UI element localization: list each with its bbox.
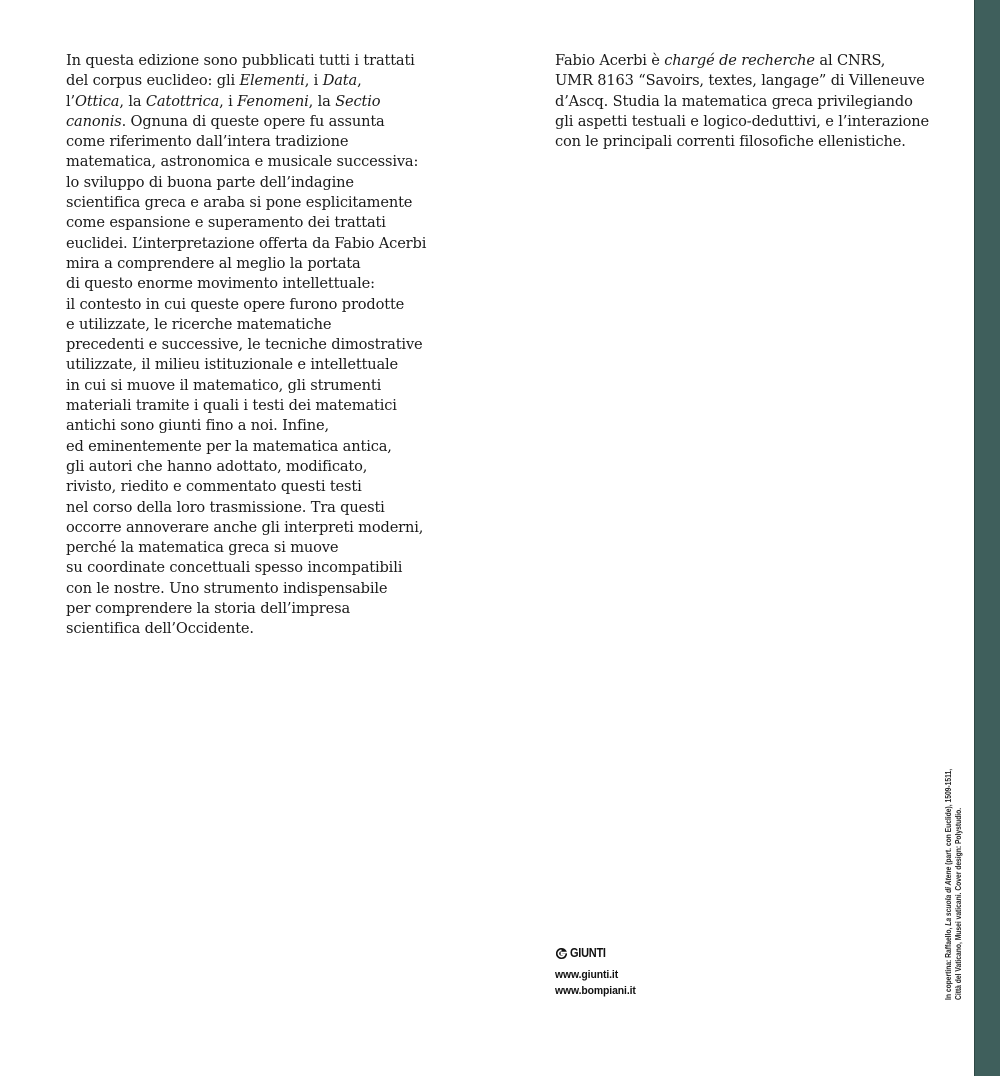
blurb-line: [66, 234, 446, 254]
blurb-line: [66, 619, 446, 639]
text-run: del corpus euclideo: gli: [66, 72, 240, 90]
blurb-line: [66, 92, 446, 112]
text-run: gli aspetti testuali e logico-deduttivi, e l’interazione: [555, 112, 929, 130]
italic-title: canonis: [66, 112, 122, 130]
text-run: occorre annoverare anche gli interpreti moderni,: [66, 518, 424, 536]
blurb-line: [66, 477, 446, 497]
bio-line: [555, 71, 955, 91]
blurb-line: [66, 335, 446, 355]
text-run: lo sviluppo di buona parte dell’indagine: [66, 173, 354, 191]
text-run: , la: [308, 92, 336, 110]
book-spine: [975, 0, 1000, 1076]
blurb-line: [66, 376, 446, 396]
italic-title: Data: [322, 72, 358, 90]
text-run: gli autori che hanno adottato, modificato,: [66, 457, 368, 475]
text-run: perché la matematica greca si muove: [66, 539, 339, 557]
blurb-line: [66, 71, 446, 91]
text-run: antichi sono giunti fino a noi. Infine,: [66, 417, 330, 435]
blurb-line: [66, 599, 446, 619]
blurb-line: [66, 457, 446, 477]
blurb-line: [66, 355, 446, 375]
text-run: con le principali correnti filosofiche ellenistiche.: [555, 133, 906, 151]
blurb-line: [66, 193, 446, 213]
text-run: rivisto, riedito e commentato questi testi: [66, 478, 362, 496]
text-run: come riferimento dall’intera tradizione: [66, 133, 349, 151]
bio-line: [555, 92, 955, 112]
text-run: In questa edizione sono pubblicati tutti i trattati: [66, 52, 415, 69]
text-run: in cui si muove il matematico, gli strumenti: [66, 376, 382, 394]
blurb-line: [66, 213, 446, 233]
text-run: con le nostre. Uno strumento indispensabile: [66, 579, 388, 597]
text-run: precedenti e successive, le tecniche dimostrative: [66, 336, 423, 354]
blurb-line: [66, 51, 446, 71]
text-run: come espansione e superamento dei trattati: [66, 214, 386, 232]
blurb-line: [66, 112, 446, 132]
blurb-line: [66, 274, 446, 294]
text-run: su coordinate concettuali spesso incompatibili: [66, 559, 403, 577]
text-run: Fabio Acerbi è: [555, 52, 665, 69]
italic-title: Ottica: [75, 92, 120, 110]
italic-title: Sectio: [335, 92, 381, 110]
blurb-line: [66, 152, 446, 172]
text-run: al CNRS,: [814, 52, 886, 69]
giunti-logo: [555, 945, 643, 961]
text-run: matematica, astronomica e musicale successiva:: [66, 153, 419, 171]
blurb-line: [66, 315, 446, 335]
blurb-line: [66, 254, 446, 274]
text-run: , i: [219, 92, 238, 110]
cover-credit-line-2: Città del Vaticano, Musei vaticani. Cover design: Polystudio.: [953, 807, 963, 1000]
cover-credit: [944, 720, 963, 1000]
cover-credit-line-1: In copertina: Raffaello, La scuola di Atene (part. con Euclide), 1509-1511,: [944, 768, 953, 1000]
text-run: il contesto in cui queste opere furono prodotte: [66, 295, 405, 313]
blurb-line: [66, 538, 446, 558]
italic-title: chargé de recherche: [664, 52, 815, 69]
giunti-g-logo-icon: [555, 947, 568, 960]
giunti-logo-text: GIUNTI: [570, 946, 606, 960]
italic-title: Catottrica: [145, 92, 220, 110]
blurb-line: [66, 416, 446, 436]
italic-title: Elementi: [239, 72, 305, 90]
blurb-line: [66, 437, 446, 457]
text-run: ,: [357, 72, 362, 90]
text-run: , la: [119, 92, 146, 110]
back-cover-blurb: [66, 51, 446, 640]
bio-line: [555, 132, 955, 152]
text-run: materiali tramite i quali i testi dei matematici: [66, 397, 397, 415]
painting-title: La scuola di Atene: [944, 866, 953, 926]
blurb-line: [66, 132, 446, 152]
text-run: scientifica dell’Occidente.: [66, 620, 254, 638]
author-bio: [555, 51, 955, 152]
text-run: per comprendere la storia dell’impresa: [66, 600, 351, 618]
text-run: utilizzate, il milieu istituzionale e intellettuale: [66, 356, 399, 374]
text-run: scientifica greca e araba si pone esplicitamente: [66, 194, 413, 212]
blurb-line: [66, 558, 446, 578]
text-run: di questo enorme movimento intellettuale:: [66, 275, 375, 293]
text-run: l’: [66, 92, 76, 110]
text-run: , i: [304, 72, 323, 90]
blurb-line: [66, 498, 446, 518]
bompiani-url[interactable]: www.bompiani.it: [555, 985, 636, 997]
blurb-line: [66, 579, 446, 599]
blurb-line: [66, 173, 446, 193]
text-run: . Ognuna di queste opere fu assunta: [121, 112, 385, 130]
text-run: mira a comprendere al meglio la portata: [66, 254, 361, 272]
text-run: e utilizzate, le ricerche matematiche: [66, 315, 332, 333]
blurb-line: [66, 518, 446, 538]
blurb-line: [66, 396, 446, 416]
text-run: nel corso della loro trasmissione. Tra questi: [66, 498, 385, 516]
italic-title: Fenomeni: [237, 92, 309, 110]
bio-line: [555, 112, 955, 132]
publisher-block: [555, 945, 643, 999]
bio-line: [555, 51, 955, 71]
text-run: UMR 8163 “Savoirs, textes, langage” di Villeneuve: [555, 72, 925, 90]
text-run: ed eminentemente per la matematica antica,: [66, 437, 392, 455]
text-run: d’Ascq. Studia la matematica greca privilegiando: [555, 92, 913, 110]
giunti-url[interactable]: www.giunti.it: [555, 969, 619, 981]
blurb-line: [66, 295, 446, 315]
text-run: euclidei. L’interpretazione offerta da Fabio Acerbi: [66, 234, 427, 252]
